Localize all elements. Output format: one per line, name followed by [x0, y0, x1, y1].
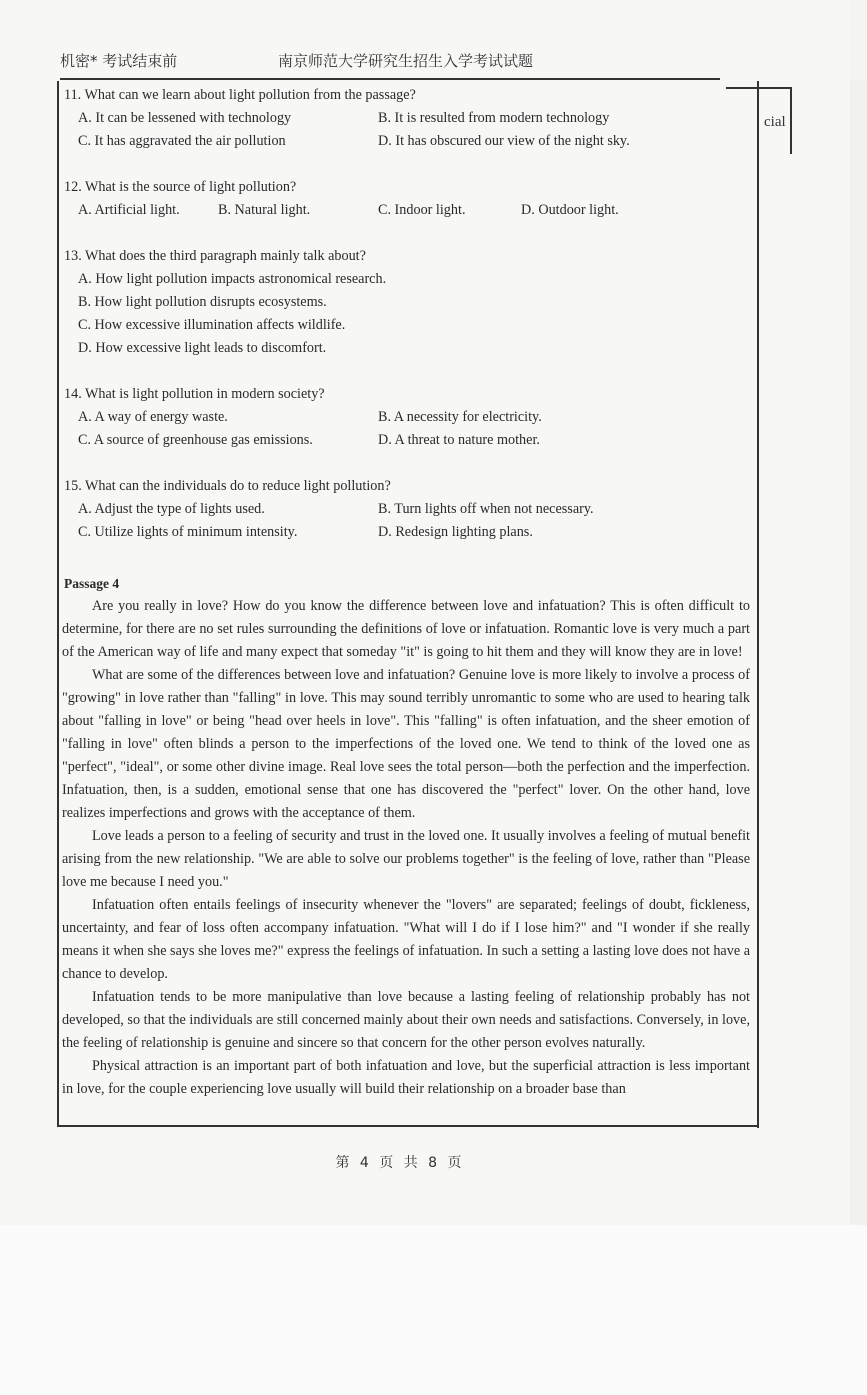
answer-option: A. Artificial light. [78, 202, 180, 218]
scanner-background [0, 1225, 867, 1395]
question-list [62, 84, 752, 544]
confidential-label: 机密* 考试结束前 [60, 52, 178, 70]
underlying-page-text-fragment: cial [764, 114, 786, 130]
answer-options [78, 199, 752, 222]
answer-option: B. A necessity for electricity. [378, 409, 542, 425]
page-number: 第 4 页 共 8 页 [335, 1155, 465, 1171]
answer-options [78, 406, 752, 452]
answer-option: B. It is resulted from modern technology [378, 110, 610, 126]
question-block [62, 475, 752, 544]
header-rule [60, 78, 720, 80]
question-block [62, 245, 752, 360]
question-spacer [62, 452, 752, 475]
question-stem: 11. What can we learn about light pollution from the passage? [64, 87, 416, 103]
answer-option: C. Indoor light. [378, 202, 466, 218]
question-block [62, 383, 752, 452]
question-stem: 15. What can the individuals do to reduce light pollution? [64, 478, 391, 494]
answer-option: B. Natural light. [218, 202, 311, 218]
answer-option: B. Turn lights off when not necessary. [378, 501, 594, 517]
answer-option: D. Outdoor light. [521, 202, 619, 218]
answer-option: A. How light pollution impacts astronomical research. [78, 271, 387, 287]
question-block [62, 176, 752, 222]
question-stem: 13. What does the third paragraph mainly talk about? [64, 248, 366, 264]
answer-options [78, 107, 752, 153]
passage-paragraph: Infatuation often entails feelings of insecurity whenever the "lovers" are separated; feelings of doubt, fickleness, uncertainty, and fear of loss often accompany infatuation. "What will I do if I lose him?" and "I wonder if she really means it when she says she loves me?" express the feelings of infatuation. In such a setting a lasting love does not have a chance to develop. [62, 897, 750, 982]
passage-title: Passage 4 [64, 576, 120, 591]
answer-option: D. It has obscured our view of the night sky. [378, 133, 630, 149]
question-spacer [62, 360, 752, 383]
passage-paragraph: Love leads a person to a feeling of security and trust in the loved one. It usually involves a feeling of mutual benefit arising from the new relationship. "We are able to solve our problems together" is the feeling of love, rather than "Please love me because I need you." [62, 828, 750, 890]
answer-option: D. How excessive light leads to discomfort. [78, 340, 327, 356]
exam-content [62, 84, 752, 1101]
passage-paragraph: Infatuation tends to be more manipulative than love because a lasting feeling of relationship probably has not developed, so that the individuals are still concerned mainly about their own needs and satisfactions. Conversely, in love, the feeling of relationship is genuine and sincere so that concern for the other person evolves naturally. [62, 989, 750, 1051]
answer-option: C. It has aggravated the air pollution [78, 133, 286, 149]
answer-option: D. Redesign lighting plans. [378, 524, 533, 540]
passage-paragraph: What are some of the differences between love and infatuation? Genuine love is more likely to involve a process of "growing" in love rather than "falling" in love. This may sound terribly unromantic to some who are used to hearing talk about "falling in love" or being "head over heels in love". This "falling" is often infatuation, and the sheer emotion of "falling in love" often blinds a person to the imperfections of the loved one. We tend to think of the loved one as "perfect", "ideal", or some other divine image. Real love sees the total person—both the perfection and the imperfection. Infatuation, then, is a sudden, emotional sense that one has discovered the "perfect" lover. On the other hand, love realizes imperfections and grows with the acceptance of them. [62, 667, 750, 821]
exam-title: 南京师范大学研究生招生入学考试试题 [278, 52, 534, 70]
passage-body [62, 595, 752, 1101]
answer-option: D. A threat to nature mother. [378, 432, 540, 448]
passage-paragraph: Are you really in love? How do you know the difference between love and infatuation? This is often difficult to determine, for there are no set rules surrounding the definitions of love or infatuation. Romantic love is very much a part of the American way of life and many expect that someday "it" is going to hit them and they will know they are in love! [62, 598, 750, 660]
question-spacer [62, 153, 752, 176]
passage-paragraph: Physical attraction is an important part of both infatuation and love, but the superficial attraction is less important in love, for the couple experiencing love usually will build their relationship on a broader base than [62, 1058, 750, 1097]
question-stem: 12. What is the source of light pollution? [64, 179, 297, 195]
answer-option: B. How light pollution disrupts ecosystems. [78, 294, 327, 310]
answer-option: A. A way of energy waste. [78, 409, 228, 425]
answer-options [78, 498, 752, 544]
question-stem: 14. What is light pollution in modern society? [64, 386, 325, 402]
answer-option: C. How excessive illumination affects wildlife. [78, 317, 346, 333]
question-spacer [62, 222, 752, 245]
answer-options [78, 268, 752, 360]
question-block [62, 84, 752, 153]
answer-option: A. It can be lessened with technology [78, 110, 292, 126]
answer-option: C. A source of greenhouse gas emissions. [78, 432, 313, 448]
answer-option: C. Utilize lights of minimum intensity. [78, 524, 298, 540]
answer-option: A. Adjust the type of lights used. [78, 501, 265, 517]
